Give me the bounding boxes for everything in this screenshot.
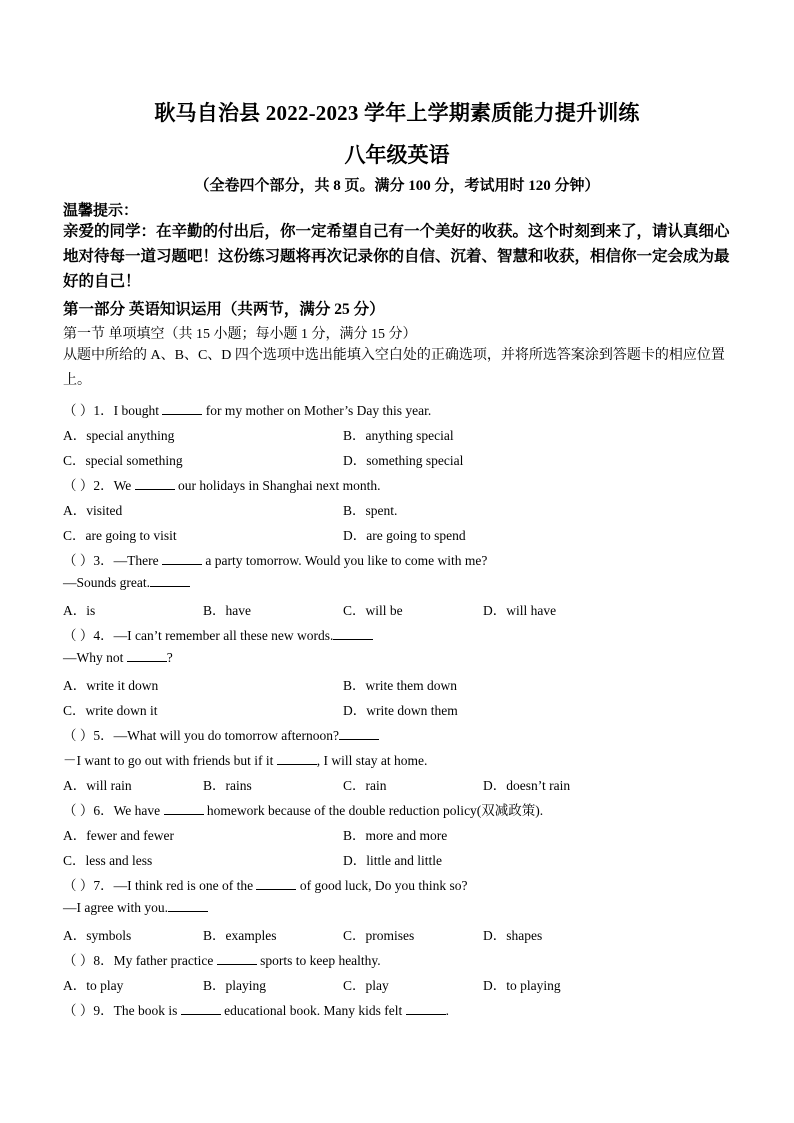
question-6-option: D．little and little — [343, 853, 442, 868]
question-text: , I will stay at home. — [316, 753, 428, 768]
question-7-option: B．examples — [203, 928, 277, 943]
question-text: homework because of the double reduction policy(双减政策). — [203, 803, 544, 818]
answer-blank — [406, 1002, 446, 1015]
question-6-line-1 — [63, 799, 543, 819]
question-text: （ ）2．We — [63, 478, 135, 493]
answer-blank — [135, 477, 175, 490]
question-9-line-1 — [63, 999, 449, 1019]
question-7-option: C．promises — [343, 928, 415, 943]
question-5-line-1 — [63, 724, 379, 744]
tips-text: 亲爱的同学：在辛勤的付出后，你一定希望自己有一个美好的收获。这个时刻到来了，请认真细心地对待每一道习题吧！这份练习题将再次记录你的自信、沉着、智慧和收获，相信你一定会成为最好的自己！ — [63, 223, 730, 290]
question-7-line-1 — [63, 874, 467, 894]
question-4-line-1 — [63, 624, 373, 644]
question-1-option: A．special anything — [63, 428, 175, 443]
question-3-option: A．is — [63, 603, 96, 618]
answer-blank — [127, 649, 167, 662]
question-text: （ ）4．—I can’t remember all these new words. — [63, 628, 334, 643]
question-6-option: A．fewer and fewer — [63, 828, 174, 843]
question-4-line-2 — [63, 649, 173, 666]
question-text: of good luck, Do you think so? — [296, 878, 468, 893]
question-8-option: A．to play — [63, 978, 124, 993]
question-4-option: D．write down them — [343, 703, 458, 718]
question-text: educational book. Many kids felt — [220, 1003, 406, 1018]
section1-instruction: 从题中所给的 A、B、C、D 四个选项中选出能填入空白处的正确选项，并将所选答案涂到答题卡的相应位置上。 — [63, 348, 725, 388]
section1-heading: 第一节 单项填空（共 15 小题；每小题 1 分，满分 15 分） — [63, 327, 417, 342]
question-4-option: A．write it down — [63, 678, 159, 693]
question-5-line-2 — [63, 749, 427, 769]
question-text: —Why not — [63, 650, 127, 665]
question-text: （ ）8．My father practice — [63, 953, 217, 968]
question-2-option: D．are going to spend — [343, 528, 466, 543]
question-8-option: D．to playing — [483, 978, 561, 993]
question-5-option: C．rain — [343, 778, 387, 793]
question-2-option: C．are going to visit — [63, 528, 177, 543]
question-text: （ ）9．The book is — [63, 1003, 181, 1018]
question-1-option: D．something special — [343, 453, 464, 468]
answer-blank — [217, 952, 257, 965]
question-5-option: B．rains — [203, 778, 252, 793]
tips-label: 温馨提示： — [63, 203, 139, 219]
question-5-option: A．will rain — [63, 778, 132, 793]
question-3-line-1 — [63, 549, 487, 569]
question-text: —Sounds great. — [63, 575, 150, 590]
answer-blank — [150, 574, 190, 587]
question-text: a party tomorrow. Would you like to come with me? — [201, 553, 488, 568]
question-7-option: A．symbols — [63, 928, 132, 943]
question-8-option: C．play — [343, 978, 389, 993]
question-text: . — [445, 1003, 449, 1018]
answer-blank — [162, 402, 202, 415]
question-1-option: C．special something — [63, 453, 183, 468]
question-text: —I agree with you. — [63, 900, 168, 915]
question-text: （ ）6．We have — [63, 803, 164, 818]
answer-blank — [164, 802, 204, 815]
question-4-option: B．write them down — [343, 678, 457, 693]
question-6-option: B．more and more — [343, 828, 448, 843]
answer-blank — [162, 552, 202, 565]
question-8-option: B．playing — [203, 978, 266, 993]
question-text: （ ）7．—I think red is one of the — [63, 878, 257, 893]
answer-blank — [256, 877, 296, 890]
answer-blank — [181, 1002, 221, 1015]
answer-blank — [333, 627, 373, 640]
question-text: sports to keep healthy. — [256, 953, 381, 968]
question-5-option: D．doesn’t rain — [483, 778, 571, 793]
question-text: （ ）3．—There — [63, 553, 162, 568]
question-2-line-1 — [63, 474, 381, 494]
part1-heading: 第一部分 英语知识运用（共两节，满分 25 分） — [63, 301, 385, 318]
question-2-option: A．visited — [63, 503, 123, 518]
question-text: －I want to go out with friends but if it — [63, 753, 277, 768]
question-6-option: C．less and less — [63, 853, 153, 868]
question-1-line-1 — [63, 399, 431, 419]
question-7-line-2 — [63, 899, 208, 916]
question-text: for my mother on Mother’s Day this year. — [202, 403, 432, 418]
question-3-option: B．have — [203, 603, 251, 618]
question-8-line-1 — [63, 949, 381, 969]
question-text: our holidays in Shanghai next month. — [174, 478, 381, 493]
question-7-option: D．shapes — [483, 928, 543, 943]
answer-blank — [339, 727, 379, 740]
answer-blank — [168, 899, 208, 912]
question-2-option: B．spent. — [343, 503, 398, 518]
question-3-line-2 — [63, 574, 190, 591]
question-3-option: C．will be — [343, 603, 403, 618]
exam-note: （全卷四个部分，共 8 页。满分 100 分，考试用时 120 分钟） — [194, 178, 600, 194]
answer-blank — [277, 752, 317, 765]
question-1-option: B．anything special — [343, 428, 454, 443]
question-4-option: C．write down it — [63, 703, 158, 718]
exam-subtitle: 八年级英语 — [344, 143, 450, 167]
question-text: （ ）1．I bought — [63, 403, 163, 418]
exam-title: 耿马自治县 2022-2023 学年上学期素质能力提升训练 — [154, 101, 640, 125]
question-text: ? — [166, 650, 173, 665]
question-3-option: D．will have — [483, 603, 557, 618]
question-text: （ ）5．—What will you do tomorrow afternoon? — [63, 728, 339, 743]
